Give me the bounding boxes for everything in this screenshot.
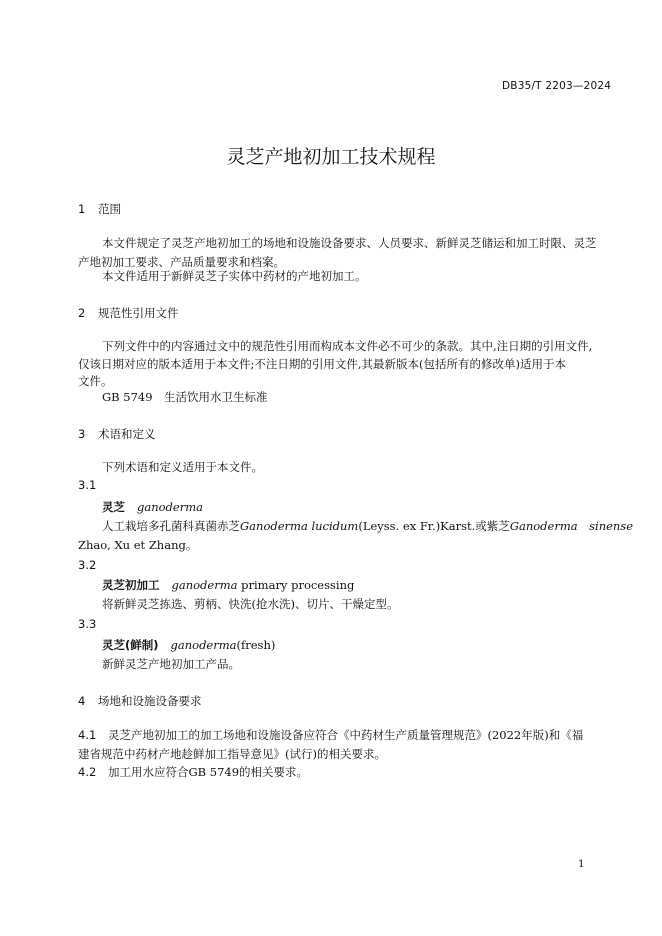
- term-number: 3.2: [78, 558, 97, 572]
- section-title: 场地和设施设备要求: [98, 694, 202, 708]
- section-number: 4: [78, 694, 86, 708]
- term-en-rest: (fresh): [236, 638, 276, 652]
- paragraph: 文件。: [78, 374, 113, 388]
- paragraph: 本文件规定了灵芝产地初加工的场地和设施设备要求、人员要求、新鲜灵芝储运和加工时限、灵芝: [102, 236, 597, 250]
- paragraph: 下列术语和定义适用于本文件。: [102, 460, 263, 474]
- term-heading: [102, 577, 354, 593]
- paragraph: 下列文件中的内容通过文中的规范性引用而构成本文件必不可少的条款。其中,注日期的引用文件,: [102, 339, 593, 353]
- section-title: 范围: [98, 202, 121, 216]
- page-number: 1: [578, 858, 585, 870]
- latin-name: Ganoderma lucidum: [240, 519, 359, 533]
- definition-text: 人工栽培多孔菌科真菌赤芝: [102, 519, 240, 533]
- term-en-rest: primary processing: [237, 578, 355, 592]
- normative-reference: GB 5749 生活饮用水卫生标准: [102, 390, 268, 404]
- term-definition: [102, 517, 633, 536]
- definition-text: (Leyss. ex Fr.)Karst.或紫芝: [358, 519, 510, 533]
- term-heading: [102, 637, 275, 653]
- section-number: 2: [78, 306, 86, 320]
- term-number: 3.1: [78, 478, 97, 492]
- term-number: 3.3: [78, 617, 97, 631]
- paragraph: 产地初加工要求、产品质量要求和档案。: [78, 255, 285, 269]
- clause-text: 加工用水应符合GB 5749的相关要求。: [108, 765, 309, 779]
- term-en: [171, 638, 276, 652]
- term-cn: 灵芝(鲜制): [102, 638, 159, 652]
- section-number: 3: [78, 427, 86, 441]
- term-en: [172, 578, 355, 592]
- section-title: 规范性引用文件: [98, 306, 179, 320]
- clause-number: 4.2: [78, 765, 97, 779]
- section-3-heading: [78, 426, 156, 442]
- clause: [78, 726, 583, 745]
- document-title: 灵芝产地初加工技术规程: [226, 146, 436, 168]
- term-heading: [102, 499, 203, 515]
- section-number: 1: [78, 202, 86, 216]
- term-cn: 灵芝初加工: [102, 578, 160, 592]
- term-definition: Zhao, Xu et Zhang。: [78, 538, 198, 552]
- section-title: 术语和定义: [98, 427, 156, 441]
- clause-continued: 建省规范中药材产地趁鲜加工指导意见》(试行)的相关要求。: [78, 747, 386, 761]
- term-en-italic: ganoderma: [171, 578, 238, 592]
- paragraph: 仅该日期对应的版本适用于本文件;不注日期的引用文件,其最新版本(包括所有的修改单)适用于本: [78, 357, 566, 371]
- term-definition: 新鲜灵芝产地初加工产品。: [102, 657, 240, 671]
- document-code: DB35/T 2203—2024: [502, 80, 612, 92]
- term-en: ganoderma: [137, 500, 203, 514]
- clause-number: 4.1: [78, 728, 97, 742]
- latin-name: Ganoderma sinense: [509, 519, 634, 533]
- section-2-heading: [78, 305, 179, 321]
- term-cn: 灵芝: [102, 500, 125, 514]
- section-4-heading: [78, 693, 202, 709]
- paragraph: 本文件适用于新鲜灵芝子实体中药材的产地初加工。: [102, 269, 367, 283]
- section-1-heading: [78, 201, 121, 217]
- clause: [78, 763, 308, 782]
- clause-text: 灵芝产地初加工的加工场地和设施设备应符合《中药材生产质量管理规范》(2022年版)和《福: [108, 728, 584, 742]
- term-definition: 将新鲜灵芝拣选、剪柄、快洗(抢水洗)、切片、干燥定型。: [102, 597, 399, 611]
- term-en-italic: ganoderma: [170, 638, 237, 652]
